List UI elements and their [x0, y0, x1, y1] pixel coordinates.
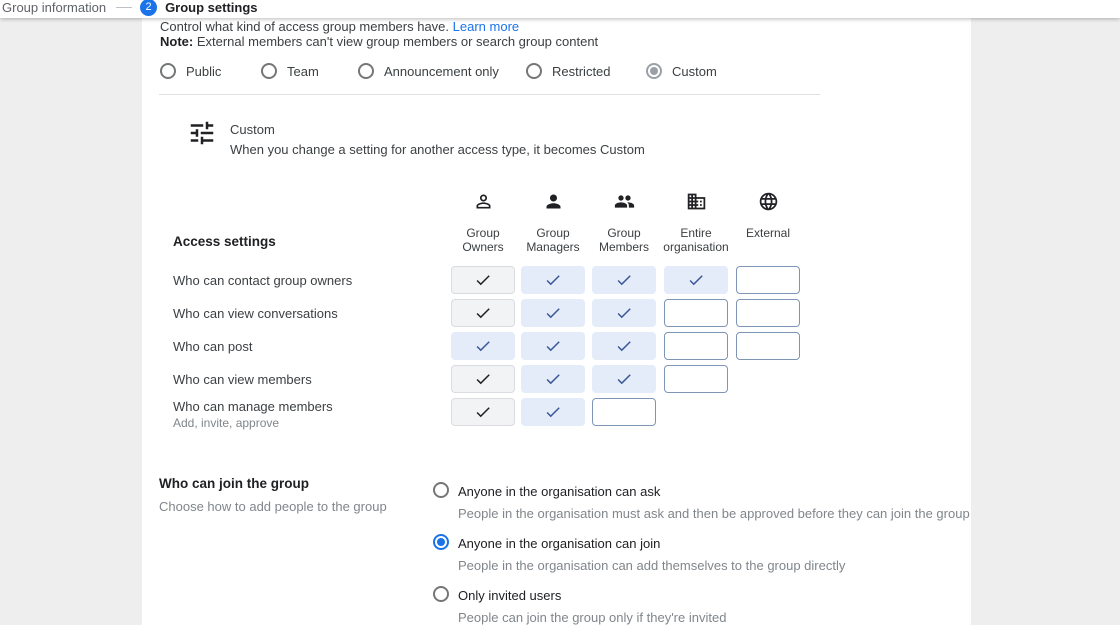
matrix-cell-r3-c1[interactable]	[451, 332, 515, 360]
radio-icon[interactable]	[646, 63, 662, 79]
column-label: Entire organisation	[663, 226, 729, 254]
person-outline-icon	[473, 191, 494, 212]
left-gutter	[0, 18, 142, 625]
matrix-cell-r3-c5[interactable]	[736, 332, 800, 360]
radio-icon[interactable]	[160, 63, 176, 79]
column-label: Group Members	[598, 226, 649, 254]
checkmark-icon	[615, 271, 633, 289]
access-type-radio-announcement-only[interactable]	[358, 62, 499, 80]
radio-label: Custom	[672, 63, 717, 79]
checkmark-icon	[474, 403, 492, 421]
access-type-radio-custom[interactable]	[646, 62, 717, 80]
column-header-2	[516, 191, 590, 254]
matrix-cell-r5-c1	[451, 398, 515, 426]
join-group-title: Who can join the group	[159, 476, 309, 491]
column-label: External	[745, 226, 791, 240]
learn-more-link[interactable]: Learn more	[452, 19, 520, 34]
matrix-cell-r5-c2[interactable]	[521, 398, 585, 426]
building-icon	[686, 191, 707, 212]
matrix-cell-r4-c4[interactable]	[664, 365, 728, 393]
group-settings-panel	[142, 18, 971, 625]
matrix-row-label: Who can view conversations	[173, 306, 338, 321]
matrix-cell-r2-c4[interactable]	[664, 299, 728, 327]
join-option-label[interactable]: Only invited users	[458, 588, 562, 603]
join-option-radio-1[interactable]	[433, 482, 449, 498]
custom-banner-description: When you change a setting for another access type, it becomes Custom	[230, 142, 645, 157]
matrix-cell-r1-c1	[451, 266, 515, 294]
matrix-row-sublabel: Add, invite, approve	[173, 416, 280, 430]
checkmark-icon	[474, 370, 492, 388]
matrix-row-label: Who can post	[173, 339, 253, 354]
access-type-radio-public[interactable]	[160, 62, 221, 80]
checkmark-icon	[474, 304, 492, 322]
matrix-cell-r2-c1	[451, 299, 515, 327]
matrix-row-label: Who can manage members	[173, 399, 333, 414]
join-option-description: People in the organisation must ask and then be approved before they can join the group	[458, 506, 970, 521]
radio-icon[interactable]	[358, 63, 374, 79]
intro-sentence: Control what kind of access group members have.	[160, 19, 450, 34]
matrix-cell-r2-c3[interactable]	[592, 299, 656, 327]
column-header-4	[659, 191, 733, 254]
note-text	[160, 34, 598, 49]
person-icon	[543, 191, 564, 212]
matrix-cell-r4-c3[interactable]	[592, 365, 656, 393]
checkmark-icon	[615, 304, 633, 322]
stepper-connector	[116, 7, 132, 8]
intro-text	[160, 19, 519, 34]
divider	[159, 94, 820, 95]
column-header-3	[587, 191, 661, 254]
checkmark-icon	[615, 337, 633, 355]
radio-label: Team	[287, 63, 319, 79]
checkmark-icon	[544, 403, 562, 421]
radio-label: Announcement only	[384, 63, 499, 79]
matrix-cell-r1-c4[interactable]	[664, 266, 728, 294]
join-group-subtitle: Choose how to add people to the group	[159, 499, 387, 514]
tune-icon	[187, 118, 217, 148]
column-label: Group Owners	[462, 226, 504, 254]
matrix-cell-r3-c3[interactable]	[592, 332, 656, 360]
access-type-radio-team[interactable]	[261, 62, 319, 80]
radio-icon[interactable]	[526, 63, 542, 79]
matrix-cell-r3-c2[interactable]	[521, 332, 585, 360]
matrix-row-label: Who can contact group owners	[173, 273, 353, 288]
matrix-cell-r4-c2[interactable]	[521, 365, 585, 393]
matrix-cell-r1-c2[interactable]	[521, 266, 585, 294]
note-prefix: Note:	[160, 34, 194, 49]
stepper-bar	[0, 0, 1120, 18]
join-option-description: People can join the group only if they're invited	[458, 610, 727, 625]
join-option-label[interactable]: Anyone in the organisation can ask	[458, 484, 661, 499]
checkmark-icon	[474, 337, 492, 355]
column-header-5	[731, 191, 805, 240]
matrix-cell-r1-c5[interactable]	[736, 266, 800, 294]
matrix-cell-r1-c3[interactable]	[592, 266, 656, 294]
column-label: Group Managers	[526, 226, 580, 254]
people-icon	[614, 191, 635, 212]
matrix-cell-r4-c1	[451, 365, 515, 393]
right-gutter	[971, 18, 1120, 625]
matrix-cell-r5-c3[interactable]	[592, 398, 656, 426]
checkmark-icon	[544, 271, 562, 289]
radio-label: Restricted	[552, 63, 611, 79]
checkmark-icon	[474, 271, 492, 289]
column-header-1	[446, 191, 520, 254]
custom-banner-title: Custom	[230, 122, 275, 137]
checkmark-icon	[544, 337, 562, 355]
join-option-description: People in the organisation can add themselves to the group directly	[458, 558, 846, 573]
matrix-cell-r2-c2[interactable]	[521, 299, 585, 327]
join-option-radio-2[interactable]	[433, 534, 449, 550]
radio-label: Public	[186, 63, 222, 79]
note-body: External members can't view group members or search group content	[193, 34, 599, 49]
radio-icon[interactable]	[261, 63, 277, 79]
join-option-radio-3[interactable]	[433, 586, 449, 602]
checkmark-icon	[687, 271, 705, 289]
access-settings-title: Access settings	[173, 234, 276, 249]
matrix-cell-r2-c5[interactable]	[736, 299, 800, 327]
matrix-cell-r3-c4[interactable]	[664, 332, 728, 360]
checkmark-icon	[544, 370, 562, 388]
checkmark-icon	[544, 304, 562, 322]
stepper-step1-label[interactable]: Group information	[2, 0, 107, 15]
stepper-step2-badge: 2	[140, 0, 157, 16]
matrix-row-label: Who can view members	[173, 372, 312, 387]
globe-icon	[758, 191, 779, 212]
join-option-label[interactable]: Anyone in the organisation can join	[458, 536, 661, 551]
checkmark-icon	[615, 370, 633, 388]
stepper-step2-label: Group settings	[165, 0, 258, 15]
access-type-radio-restricted[interactable]	[526, 62, 611, 80]
